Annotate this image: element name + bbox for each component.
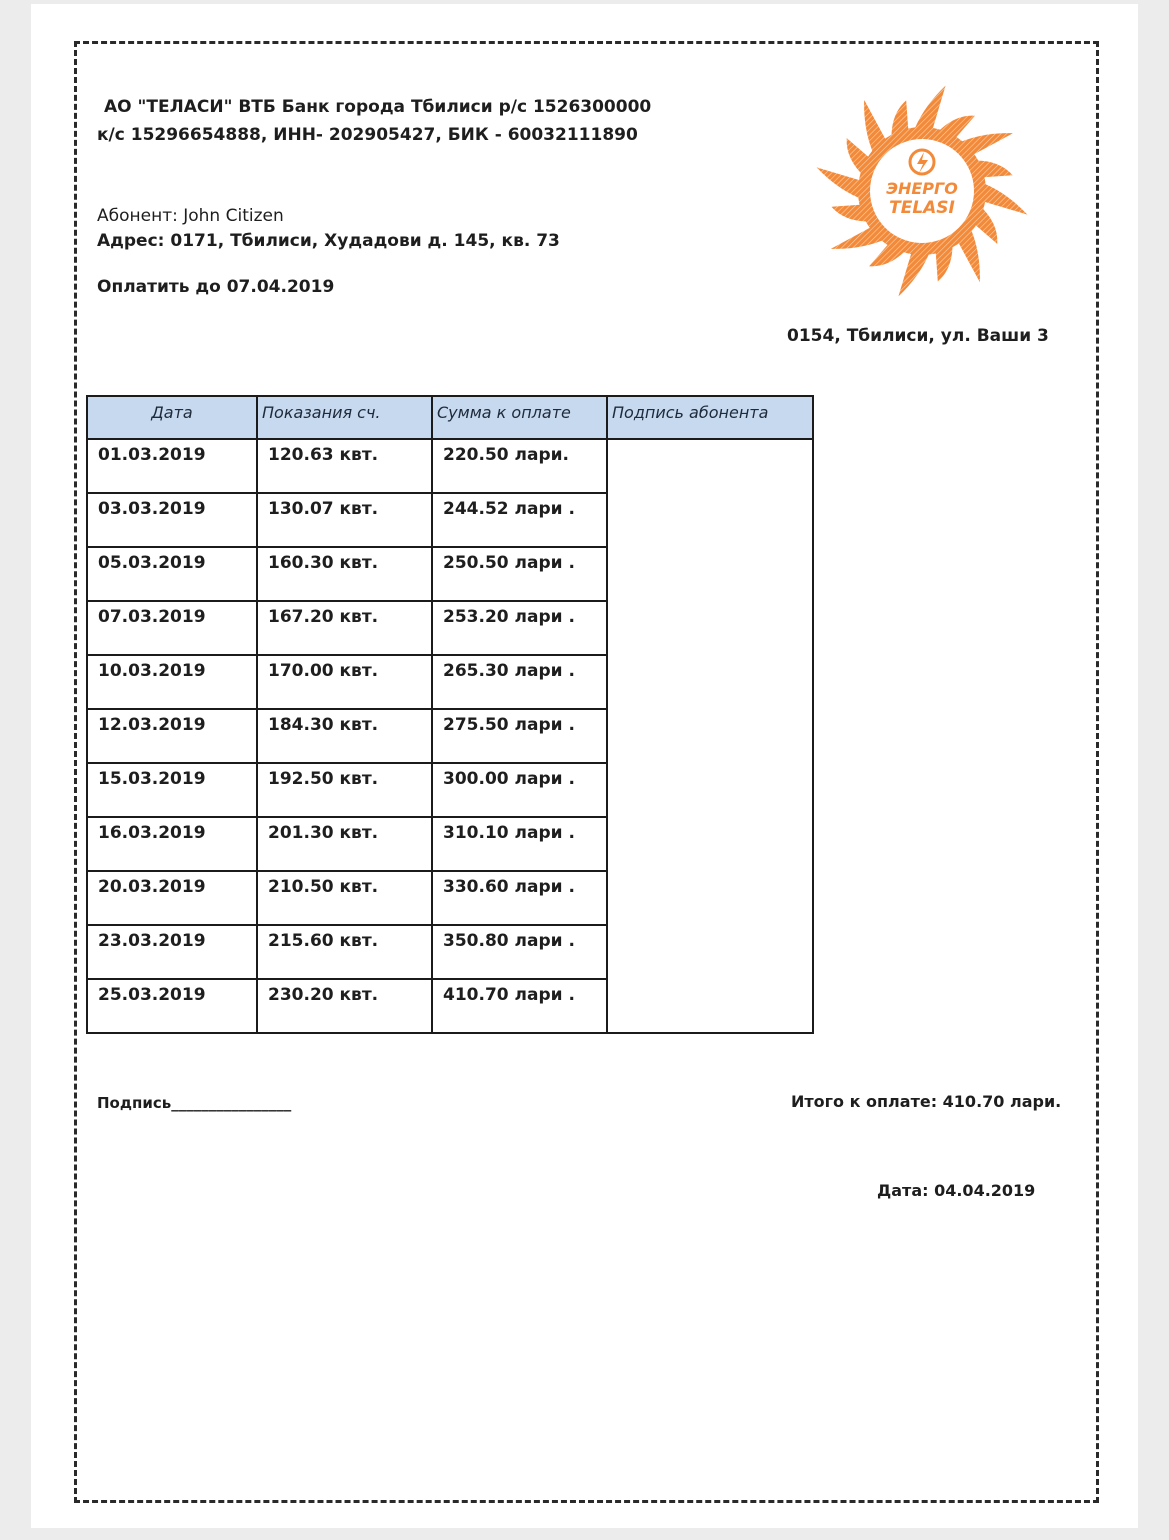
document-page — [31, 4, 1138, 1528]
cell-amount: 265.30 лари . — [432, 655, 607, 709]
sun-ray — [913, 86, 946, 134]
cell-amount: 300.00 лари . — [432, 763, 607, 817]
subscriber-address: Адрес: 0171, Тбилиси, Худадови д. 145, кв. 73 — [97, 231, 560, 251]
cell-reading: 167.20 квт. — [257, 601, 432, 655]
cell-reading: 170.00 квт. — [257, 655, 432, 709]
total-due: Итого к оплате: 410.70 лари. — [791, 1092, 1062, 1111]
cell-amount: 275.50 лари . — [432, 709, 607, 763]
cell-amount: 253.20 лари . — [432, 601, 607, 655]
signature-line: Подпись________________ — [97, 1094, 292, 1112]
cell-reading: 130.07 квт. — [257, 493, 432, 547]
cell-reading: 230.20 квт. — [257, 979, 432, 1033]
cell-date: 01.03.2019 — [87, 439, 257, 493]
cell-date: 15.03.2019 — [87, 763, 257, 817]
header-amount: Сумма к оплате — [432, 396, 607, 439]
cell-reading: 192.50 квт. — [257, 763, 432, 817]
cell-reading: 184.30 квт. — [257, 709, 432, 763]
header-signature: Подпись абонента — [607, 396, 813, 439]
cell-amount: 310.10 лари . — [432, 817, 607, 871]
cell-amount: 410.70 лари . — [432, 979, 607, 1033]
cell-reading: 215.60 квт. — [257, 925, 432, 979]
header-date: Дата — [87, 396, 257, 439]
cell-date: 07.03.2019 — [87, 601, 257, 655]
cell-reading: 210.50 квт. — [257, 871, 432, 925]
document-date: Дата: 04.04.2019 — [877, 1181, 1036, 1200]
table-row — [87, 439, 813, 493]
sun-ray — [898, 248, 931, 296]
company-bank-line-2: к/с 15296654888, ИНН- 202905427, БИК - 60032111890 — [97, 125, 638, 145]
payment-due-date: Оплатить до 07.04.2019 — [97, 277, 335, 297]
cell-reading: 201.30 квт. — [257, 817, 432, 871]
cell-amount: 330.60 лари . — [432, 871, 607, 925]
header-reading: Показания сч. — [257, 396, 432, 439]
cell-amount: 250.50 лари . — [432, 547, 607, 601]
cell-signature — [607, 439, 813, 1033]
logo-brand-bottom: TELASI — [889, 198, 955, 218]
cell-amount: 350.80 лари . — [432, 925, 607, 979]
cell-date: 10.03.2019 — [87, 655, 257, 709]
office-address: 0154, Тбилиси, ул. Ваши 3 — [787, 326, 1049, 346]
cell-amount: 220.50 лари. — [432, 439, 607, 493]
cell-date: 25.03.2019 — [87, 979, 257, 1033]
cell-date: 12.03.2019 — [87, 709, 257, 763]
readings-table — [86, 395, 814, 1034]
cell-date: 23.03.2019 — [87, 925, 257, 979]
sun-ray — [817, 167, 865, 200]
cell-date: 03.03.2019 — [87, 493, 257, 547]
subscriber-name: Абонент: John Citizen — [97, 206, 284, 226]
cell-date: 16.03.2019 — [87, 817, 257, 871]
cell-reading: 120.63 квт. — [257, 439, 432, 493]
company-bank-line-1: АО "ТЕЛАСИ" ВТБ Банк города Тбилиси р/с 1526300000 — [104, 97, 652, 117]
cell-reading: 160.30 квт. — [257, 547, 432, 601]
cell-amount: 244.52 лари . — [432, 493, 607, 547]
logo-brand-top: ЭНЕРГО — [886, 179, 958, 198]
cell-date: 20.03.2019 — [87, 871, 257, 925]
cell-date: 05.03.2019 — [87, 547, 257, 601]
telasi-sun-logo — [811, 80, 1033, 302]
table-header-row — [87, 396, 813, 439]
sun-ray — [979, 182, 1027, 215]
